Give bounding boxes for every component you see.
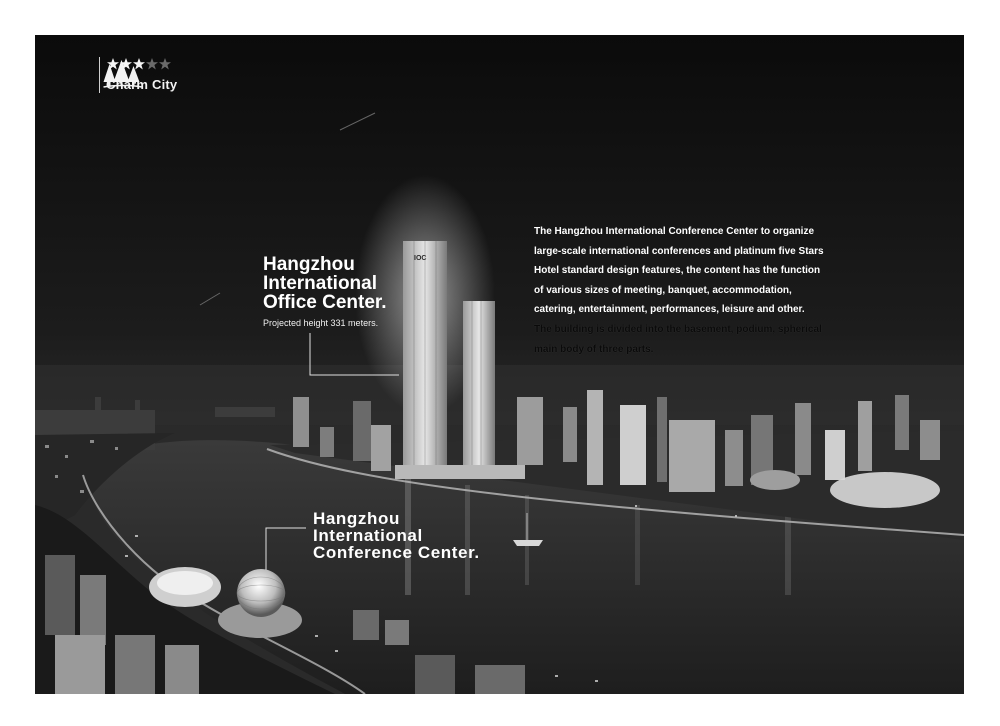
star-icon — [120, 58, 132, 70]
brand-name: Charm City — [106, 77, 178, 92]
conf-title-line2: International — [313, 526, 423, 545]
tower-sign: IOC — [414, 255, 427, 262]
description-line: of various sizes of meeting, banquet, accommodation, — [534, 284, 792, 296]
star-icon — [146, 58, 158, 70]
description-text — [534, 222, 870, 359]
star-icon — [133, 58, 145, 70]
star-icon — [159, 58, 171, 70]
description-line: The building is divided into the basement, podium, spherical — [534, 323, 822, 335]
conf-title-line1: Hangzhou — [313, 509, 400, 528]
city-illustration — [35, 35, 964, 694]
conference-center-title — [313, 510, 513, 561]
office-center-title — [263, 255, 413, 312]
conf-title-line3: Conference Center. — [313, 543, 480, 562]
description-line: Hotel standard design features, the content has the function — [534, 265, 821, 277]
conference-sphere — [237, 569, 285, 617]
description-line: large-scale international conferences and platinum five Stars — [534, 245, 824, 257]
description-line: catering, entertainment, performances, leisure and other. — [534, 304, 805, 316]
city-night-photo — [35, 35, 964, 694]
office-title-line1: Hangzhou — [263, 254, 355, 275]
rating-stars — [107, 57, 177, 71]
description-line: The Hangzhou International Conference Center to organize — [534, 226, 815, 237]
star-icon — [107, 58, 119, 70]
office-height-note: Projected height 331 meters. — [263, 318, 379, 328]
logo-divider — [99, 57, 100, 93]
office-title-line2: International — [263, 273, 378, 294]
office-title-line3: Office Center. — [263, 292, 387, 313]
description-line: main body of three parts. — [534, 343, 654, 355]
